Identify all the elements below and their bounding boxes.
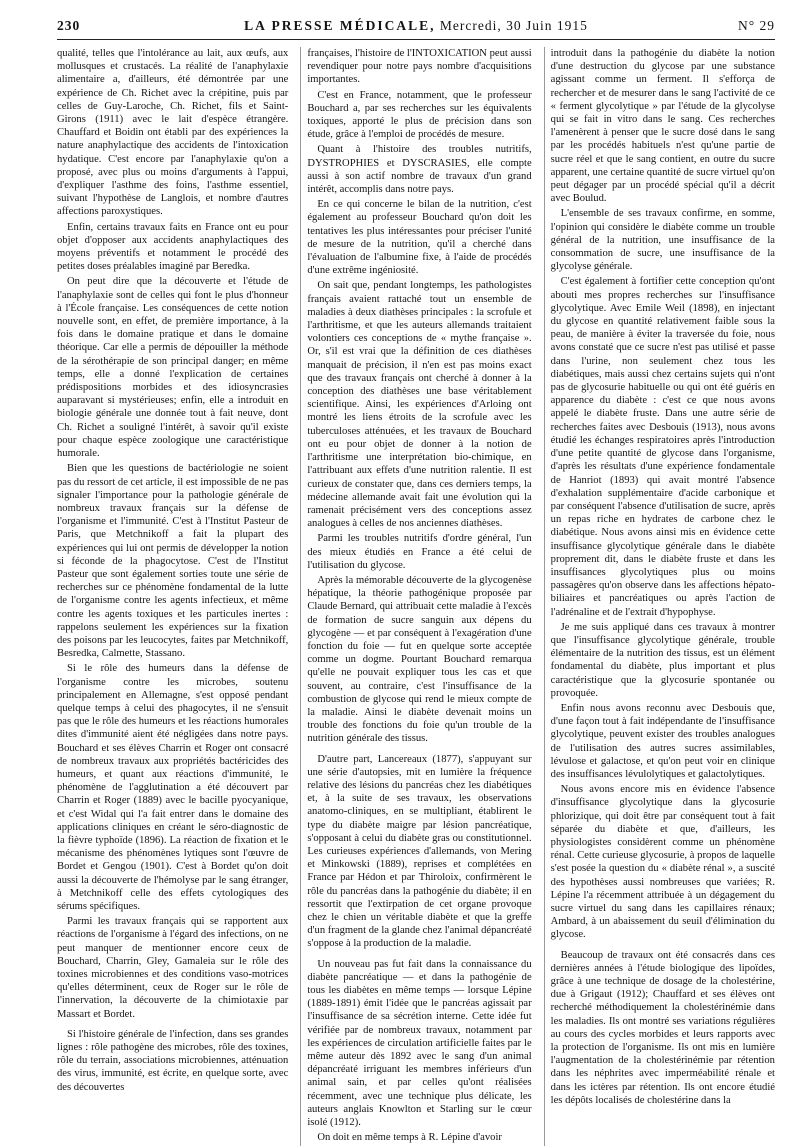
paragraph: C'est en France, notamment, que le professeur Bouchard a, par ses recherches sur les équivalents toxiques, apporté le plus de précision dans son étude, grâce à l'emploi de procédés de mesure. bbox=[307, 89, 532, 141]
paragraph: Nous avons encore mis en évidence l'absence d'insuffisance glycolytique dans la glycosurie phlorizique, qui doit être par conséquent tout à fait séparée du diabète et que, d'ailleurs, les physiologistes considèrent comme un phénomène rénal. Cette curieuse glycosurie, à propos de laquelle s'est posée la question du « diabète rénal », a suscité des hypothèses aussi nombreuses que variées; R. Lépine l'a récemment attribuée à un dégagement du sucre virtuel du sang dans les capillaires rénaux; Ambard, à un abaissement du seuil d'élimination du glycose. bbox=[550, 784, 775, 941]
issue-number: N° 29 bbox=[737, 18, 775, 33]
page-header bbox=[57, 14, 775, 38]
paragraph: Si le rôle des humeurs dans la défense de l'organisme contre les microbes, soutenu principalement en Allemagne, s'est opposé pendant quelque temps à celui des phagocytes, il ne s'ensuit pas que le rôle des humeurs et les réactions humorales dites d'immunité aient été négligées dans notre pays. Bouchard et ses élèves Charrin et Roger ont consacré de nombreux travaux aux propriétés bactéricides des humeurs, et quant aux réactions d'immunité, le phénomène de l'agglutination a été découvert par Charrin et Roger (1889) avec le bacille pyocyanique, et c'est Widal qui l'a fait entrer dans le domaine des applications cliniques en créant le séro-diagnostic de la fièvre typhoïde (1896). La réaction de fixation et le mécanisme des phénomènes lytiques sont l'œuvre de Bordet et Gengou (1901). C'est à Bordet qu'on doit aussi la découverte de l'hémolyse par le sang étranger, à Metchnikoff celle des effets cytologiques des sérums spécifiques. bbox=[57, 663, 289, 912]
paragraph: qualité, telles que l'intolérance au lait, aux œufs, aux mollusques et crustacés. La réalité de l'anaphylaxie alimentaire a, d'ailleurs, été démontrée par une expérience de Ch. Richet avec la crépitine, puis par celles de Guy-Laroche, Ch. Richet, fils et Saint-Girons (1911) avec le lait d'espèce étrangère. Chauffard et Boidin ont établi par des expériences la nature anaphylactique des accidents de l'intoxication hydatique. C'est encore par l'anaphylaxie qu'on a proposé, avec plus ou moins d'arguments à l'appui, d'expliquer l'asthme des foins, l'asthme essentiel, suivant l'hypothèse de Langlois, et nombre d'autres affections paroxystiques. bbox=[57, 48, 289, 218]
paragraph: Après la mémorable découverte de la glycogenèse hépatique, la théorie pathogénique proposée par Claude Bernard, qui attribuait cette maladie à l'excès de formation de sucre sanguin aux dépens du glycogène — et par conséquent à l'exagération d'une fonction du foie — fut en quelque sorte acceptée comme un dogme. Pourtant Bouchard remarqua qu'elle ne pouvait expliquer tous les cas et que souvent, au contraire, c'est l'insuffisance de la combustion de glycose qui rend le mieux compte de la maladie. Ainsi le diabète devenait moins un trouble des fonctions du foie qu'un trouble de la nutrition générale des tissus. bbox=[307, 574, 532, 745]
page-number: 230 bbox=[57, 18, 81, 33]
column-1 bbox=[57, 47, 288, 1146]
paragraph: On peut dire que la découverte et l'étude de l'anaphylaxie sont de celles qui font le plus d'honneur à l'École française. Les conséquences de cette notion nouvelle sont, en effet, de première importance, à la fois dans le domaine pratique et dans le domaine théorique. Car elle a permis de dépouiller la méthode de la sérothérapie de son principal danger; en même temps, elle a donné l'explication de certaines prédispositions morbides et des idiosyncrasies auparavant si mystérieuses; enfin, elle a introduit en biologie générale une donnée tout à fait neuve, dont Ch. Richet a souligné l'intérêt, à savoir qu'il existe pour chaque espèce zoologique une caractéristique humorale. bbox=[57, 276, 289, 460]
paragraph: Enfin, certains travaux faits en France ont eu pour objet d'opposer aux accidents anaphylactiques des moyens préventifs et notamment le procédé des petites doses préalables imaginé par Beredka. bbox=[57, 221, 289, 273]
paragraph: Un nouveau pas fut fait dans la connaissance du diabète pancréatique — et dans la pathogénie de tous les diabètes en même temps — lorsque Lépine (1889-1891) émit l'idée que le pancréas agissait par l'insuffisance de sa sécrétion interne. Cette idée fut vérifiée par de nombreux travaux, notamment par les expériences de circulation artificielle faites par le même auteur dès 1892 avec le sang d'un animal dépancréaté irriguant les membres inférieurs d'un animal sain, et par celles qu'ont réalisées récemment, avec une technique plus délicate, les auteurs anglais Knowlton et Starling sur le cœur isolé (1912). bbox=[307, 958, 532, 1129]
paragraph: On doit en même temps à R. Lépine d'avoir bbox=[317, 1132, 502, 1144]
issue-date: Mercredi, 30 Juin 1915 bbox=[439, 18, 588, 33]
paragraph: Si l'histoire générale de l'infection, dans ses grandes lignes : rôle pathogène des microbes, rôle des toxines, rôle du terrain, associations microbiennes, atténuation des virus, immunité, est écrite, en quelque sorte, avec des découvertes bbox=[57, 1028, 289, 1093]
paragraph: Quant à l'histoire des troubles nutritifs, DYSTROPHIES et DYSCRASIES, elle compte aussi à son actif nombre de travaux d'un grand intérêt, accomplis dans notre pays. bbox=[307, 144, 532, 196]
paragraph: Bien que les questions de bactériologie ne soient pas du ressort de cet article, il est impossible de ne pas signaler l'importance pour la pathologie générale de nombreux travaux français sur la défense de l'organisme et l'immunité. C'est à l'Institut Pasteur de Paris, que Metchnikoff a fait la plupart des expériences qui lui ont permis de développer la notion si féconde de la phagocytose. C'est de l'Institut Pasteur que sont également sorties toute une série de recherches sur ce phénomène fondamental de la lutte de l'organisme contre les agents infectieux, et même contre les agents toxiques et les particules inertes : rappelons seulement les expériences sur la fixation des poisons par les leucocytes, faites par Metchnikoff, Besredka, Calmette, Stassano. bbox=[57, 463, 289, 660]
column-3 bbox=[544, 47, 775, 1146]
column-2 bbox=[300, 47, 531, 1146]
paragraph: introduit dans la pathogénie du diabète la notion d'une destruction du glycose par une substance agissant comme un ferment. Il s'efforça de rechercher et de mesurer dans le sang l'activité de ce « ferment glycolytique » par l'étude de la glycolyse qui se fait in vitro dans le sang. Ces recherches l'amenèrent à penser que le sucre dosé dans le sang par les procédés habituels n'est qu'une partie de sucre réel et que le sang contient, en outre du sucre apparent, une certaine quantité de sucre virtuel qu'on peut dégager par un procédé spécial qu'il a décrit avec Boulud. bbox=[550, 48, 775, 205]
article-body bbox=[57, 47, 775, 1144]
paragraph: Beaucoup de travaux ont été consacrés dans ces dernières années à l'étude biologique des lipoïdes, grâce à une technique de dosage de la cholestérine, due à Grigaut (1912); Chauffard et ses élèves ont recherché méthodiquement la cholestérinémie dans les maladies. Ils ont montré ses variations régulières au cours des cycles morbides et leurs rapports avec la protection de l'organisme. Ils ont mis en lumière l'augmentation de la cholestérinémie par rétention dans les néphrites avec imperméabilité rénale et dans les ictères par rétention. Ils ont encore étudié les dépôts localisés de cholestérine dans la bbox=[550, 949, 775, 1106]
paragraph: françaises, l'histoire de l'INTOXICATION peut aussi revendiquer pour notre pays nombre d'acquisitions importantes. bbox=[307, 48, 532, 86]
paragraph: Enfin nous avons reconnu avec Desbouis que, d'une façon tout à fait indépendante de l'insuffisance glycolytique, peuvent exister des troubles analogues de l'utilisation des autres sucres assimilables, lévulose et galactose, et qu'on peut voir en clinique des insuffisances lévulolytiques et galactolytiques. bbox=[550, 702, 775, 780]
paragraph: On sait que, pendant longtemps, les pathologistes français avaient rattaché tout un ensemble de maladies à deux diathèses principales : la scrofule et l'arthritisme, et que les auteurs allemands traitaient volontiers ces conceptions de « mythe française ». Or, s'il est vrai que la définition de ces diathèses manquait de précision, il n'en est pas moins exact que des travaux français ont cherché à donner à la conception des diathèses une base véritablement scientifique. Ainsi, les expériences d'Arloing ont montré les liens étroits de la scrofule avec les tuberculoses atténuées, et les travaux de Bouchard ont eu pour objet de donner à la notion de l'arthritisme une interprétation bio-chimique, en l'attribuant aux effets d'une nutrition ralentie. Il est curieux de constater que, dans ces derniers temps, la médecine allemande avait fait une évolution qui la ramenait précisément vers des conceptions assez analogues à celles de nos anciennes diathèses. bbox=[307, 280, 532, 530]
paragraph: Parmi les troubles nutritifs d'ordre général, l'un des mieux étudiés en France a été celui de l'utilisation du glycose. bbox=[307, 533, 532, 571]
running-title bbox=[57, 18, 775, 34]
journal-title: LA PRESSE MÉDICALE, bbox=[244, 18, 436, 33]
paragraph: Parmi les travaux français qui se rapportent aux réactions de l'organisme à l'égard des infections, on ne peut manquer de mentionner encore ceux de Bouchard, Charrin, Gley, Gamaleia sur le rôle des toxines microbiennes et des conditions vaso-motrices qu'elles déterminent, ceux de Roger sur le rôle de l'innervation, la découverte de la chimiotaxie par Massart et Bordet. bbox=[57, 916, 289, 1020]
paragraph: L'ensemble de ses travaux confirme, en somme, l'opinion qui considère le diabète comme un trouble général de la nutrition, une insuffisance de la consommation de sucre, une insuffisance de la glycolyse générale. bbox=[550, 208, 775, 273]
paragraph: C'est également à fortifier cette conception qu'ont abouti mes propres recherches sur l'insuffisance glycolytique. Avec Emile Weil (1898), en injectant du glycose en quantité relativement faible sous la peau, de manière à éviter la traversée du foie, nous avons constaté que ce sucre n'est pas utilisé et passe dans l'urine, non seulement chez tous les diabétiques, mais aussi chez certains sujets qui n'ont pas de glycosurie habituelle ou qui ont été guéris en apparence du diabète : c'est ce que nous avons appelé le diabète fruste. Dans une autre série de recherches faites avec Desbouis (1913), nous avons étudié les échanges respiratoires après l'introduction d'une petite quantité de glycose dans l'organisme, d'après les résultats d'une expérience fondamentale de Hanriot (1893) qui avait montré l'absence d'exhalation supplémentaire d'acide carbonique et par conséquent l'absence d'utilisation de sucre, après un repas riche en hydrates de carbone chez le diabétique. Nous avons ainsi mis en évidence cette insuffisance glycolytique générale dans le diabète proprement dit, dans le diabète fruste et dans les insuffisances glycolytiques plus ou moins passagères qu'on observe dans les affections hépato-biliaires et pancréatiques ou après l'action de l'adrénaline et de l'extrait d'hypophyse. bbox=[550, 276, 775, 618]
paragraph: Je me suis appliqué dans ces travaux à montrer que l'insuffisance glycolytique générale, trouble élémentaire de la nutrition des tissus, est un élément fondamental du diabète, plus important et plus caractéristique que la glycosurie spontanée ou provoquée. bbox=[550, 621, 775, 699]
paragraph: D'autre part, Lancereaux (1877), s'appuyant sur une série d'autopsies, mit en lumière la fréquence relative des lésions du pancréas chez les diabétiques et, à la suite de ses travaux, les observations anatomo-cliniques, en se multipliant, établirent le type du diabète maigre par lésion pancréatique, s'opposant à celui du diabète gras ou constitutionnel. Les curieuses expériences d'allemands, von Mering et Minkowski (1889), reprises et complétées en France par Hédon et par Thiroloix, confirmèrent le rôle du pancréas dans la pathogénie du diabète; il en ressortit que l'extirpation de cet organe provoque chez le chien un véritable diabète et que la greffe d'un fragment de la glande chez l'animal dépancréaté s'oppose à la production de la maladie. bbox=[307, 753, 532, 950]
paragraph: En ce qui concerne le bilan de la nutrition, c'est également au professeur Bouchard qu'on doit les tentatives les plus intéressantes pour préciser l'unité de mesure de la nutrition, qu'il a cherché dans l'évaluation de l'albumine fixe, à l'aide de procédés d'une extrême ingéniosité. bbox=[307, 199, 532, 277]
header-rule bbox=[57, 39, 775, 40]
